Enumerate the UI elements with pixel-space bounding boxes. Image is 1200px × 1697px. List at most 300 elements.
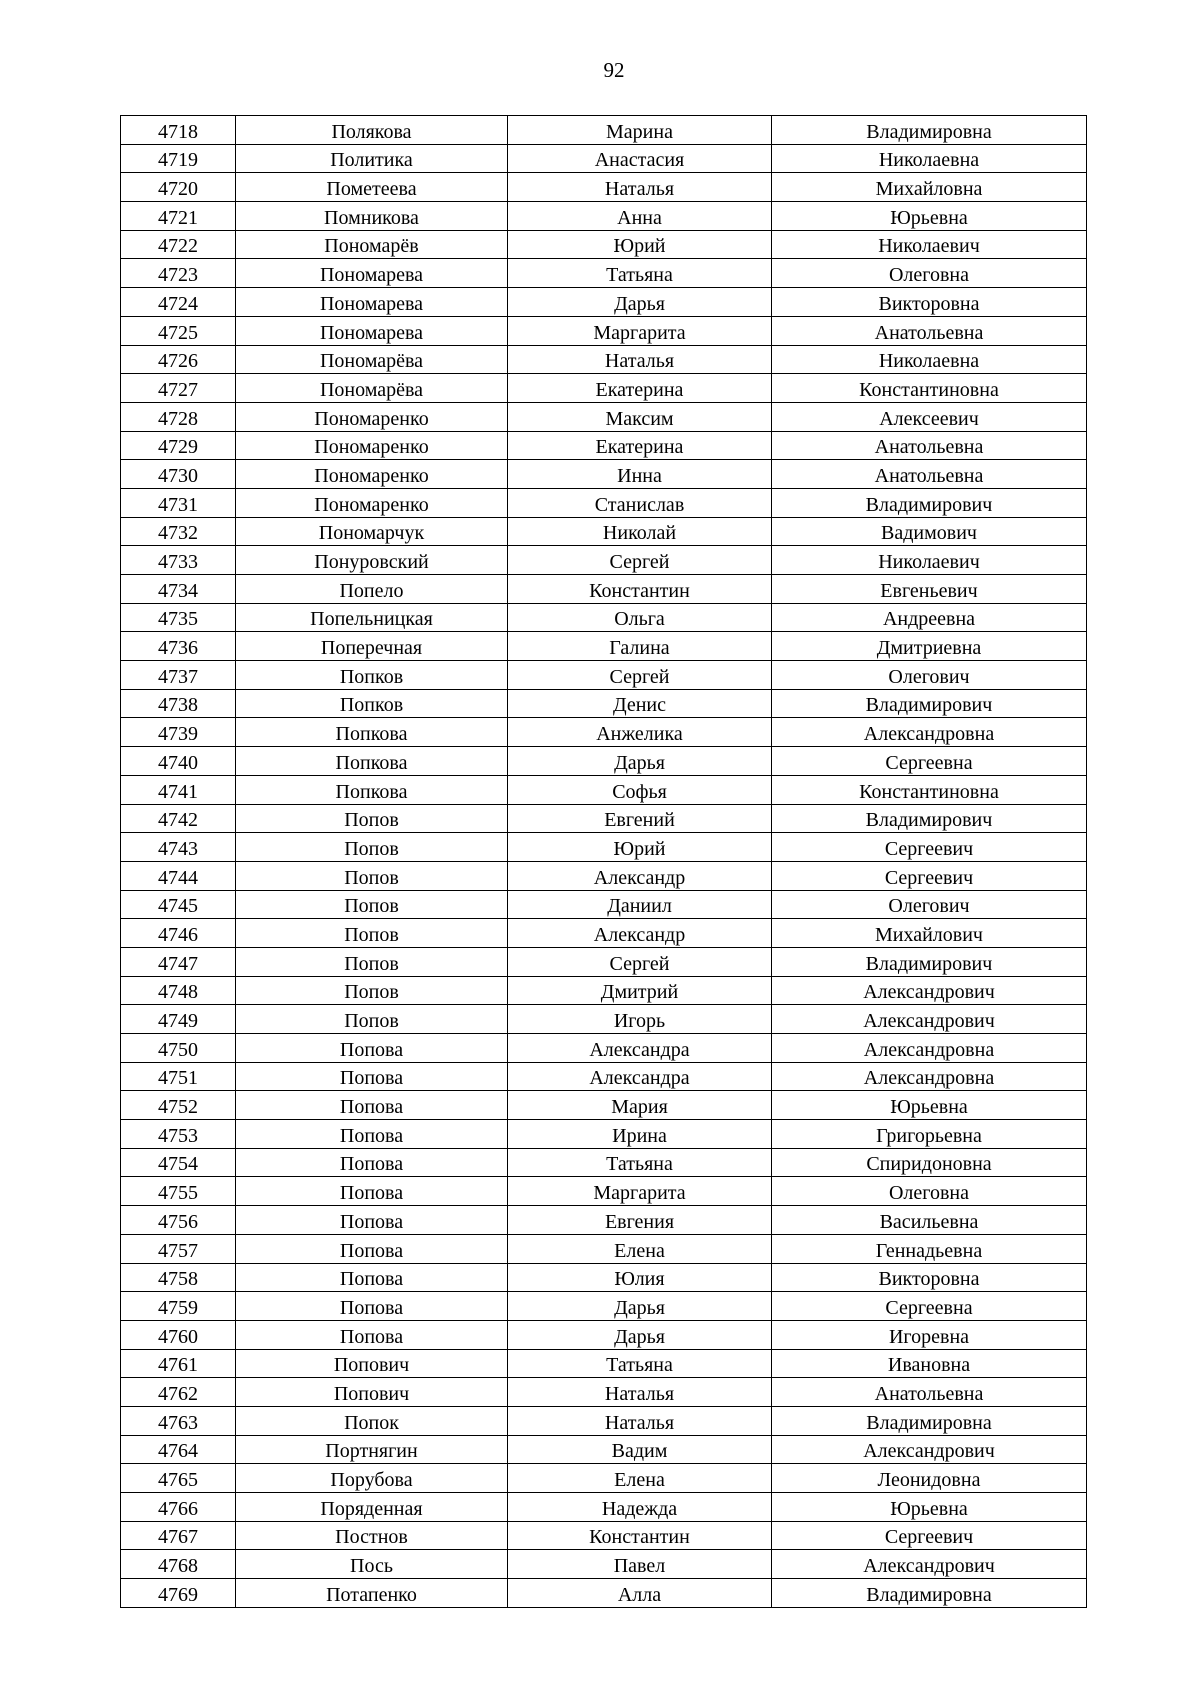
last-name-text: Пономарёв	[324, 235, 419, 258]
first-name-cell	[508, 1091, 772, 1120]
patronymic-text: Владимировна	[866, 120, 992, 143]
record-number-text: 4718	[158, 120, 198, 143]
table-row	[121, 575, 1087, 604]
patronymic-cell	[772, 1263, 1087, 1292]
table-row	[121, 402, 1087, 431]
first-name-text: Наталья	[604, 1411, 675, 1434]
record-number-cell	[121, 661, 236, 690]
record-number-text: 4735	[158, 608, 198, 631]
record-number-cell	[121, 1406, 236, 1435]
record-number-cell	[121, 976, 236, 1005]
last-name-text: Попова	[339, 1067, 404, 1090]
table-row	[121, 460, 1087, 489]
first-name-text: Александра	[589, 1038, 690, 1061]
record-number-text: 4765	[158, 1469, 198, 1491]
first-name-text: Юлия	[614, 1268, 665, 1291]
first-name-text: Николай	[602, 522, 677, 545]
patronymic-cell	[772, 775, 1087, 804]
patronymic-cell	[772, 460, 1087, 489]
last-name-cell	[236, 546, 508, 575]
first-name-cell	[508, 1378, 772, 1407]
record-number-cell	[121, 1550, 236, 1579]
patronymic-cell	[772, 718, 1087, 747]
patronymic-text: Сергеевич	[884, 866, 974, 889]
patronymic-cell	[772, 661, 1087, 690]
table-row	[121, 632, 1087, 661]
record-number-cell	[121, 632, 236, 661]
last-name-text: Попело	[339, 579, 404, 602]
first-name-cell	[508, 1234, 772, 1263]
last-name-text: Попов	[344, 981, 399, 1004]
first-name-cell	[508, 431, 772, 460]
table-row	[121, 1349, 1087, 1378]
table-row	[121, 1206, 1087, 1235]
patronymic-text: Александрович	[863, 1440, 995, 1463]
record-number-text: 4757	[158, 1239, 198, 1262]
table-row	[121, 1091, 1087, 1120]
patronymic-cell	[772, 345, 1087, 374]
first-name-cell	[508, 890, 772, 919]
last-name-cell	[236, 316, 508, 345]
patronymic-text: Сергеевна	[885, 751, 973, 774]
patronymic-cell	[772, 603, 1087, 632]
first-name-cell	[508, 747, 772, 776]
table-row	[121, 144, 1087, 173]
first-name-text: Елена	[614, 1469, 665, 1491]
record-number-cell	[121, 689, 236, 718]
last-name-cell	[236, 1349, 508, 1378]
last-name-cell	[236, 1378, 508, 1407]
last-name-text: Попов	[344, 866, 399, 889]
first-name-text: Павел	[613, 1555, 666, 1578]
record-number-cell	[121, 947, 236, 976]
patronymic-cell	[772, 144, 1087, 173]
last-name-cell	[236, 947, 508, 976]
patronymic-text: Геннадьевна	[875, 1239, 983, 1262]
last-name-text: Попова	[339, 1153, 404, 1176]
record-number-cell	[121, 1234, 236, 1263]
first-name-text: Юрий	[613, 837, 666, 860]
table-row	[121, 1062, 1087, 1091]
table-row	[121, 661, 1087, 690]
first-name-text: Марина	[606, 120, 673, 143]
record-number-text: 4756	[158, 1210, 198, 1233]
last-name-cell	[236, 1579, 508, 1608]
last-name-text: Попкова	[335, 780, 408, 803]
last-name-text: Пономарёва	[319, 378, 424, 401]
record-number-text: 4749	[158, 1010, 198, 1032]
last-name-cell	[236, 1062, 508, 1091]
patronymic-text: Юрьевна	[890, 206, 968, 229]
first-name-text: Дмитрий	[600, 981, 679, 1004]
record-number-text: 4725	[158, 321, 198, 344]
last-name-cell	[236, 689, 508, 718]
last-name-cell	[236, 804, 508, 833]
patronymic-cell	[772, 488, 1087, 517]
table-row	[121, 488, 1087, 517]
record-number-text: 4745	[158, 895, 198, 918]
record-number-text: 4736	[158, 637, 198, 660]
patronymic-cell	[772, 259, 1087, 288]
last-name-text: Понуровский	[314, 551, 429, 573]
last-name-text: Пономарёва	[319, 350, 424, 373]
patronymic-cell	[772, 1120, 1087, 1149]
record-number-cell	[121, 861, 236, 890]
patronymic-text: Юрьевна	[890, 1497, 968, 1520]
last-name-text: Попков	[339, 694, 404, 717]
last-name-text: Попельницкая	[310, 608, 433, 631]
last-name-cell	[236, 230, 508, 259]
record-number-text: 4723	[158, 264, 198, 287]
last-name-cell	[236, 1091, 508, 1120]
patronymic-cell	[772, 689, 1087, 718]
patronymic-cell	[772, 202, 1087, 231]
first-name-text: Дарья	[614, 1325, 665, 1348]
record-number-text: 4739	[158, 723, 198, 746]
first-name-cell	[508, 804, 772, 833]
patronymic-cell	[772, 116, 1087, 145]
table-row	[121, 1177, 1087, 1206]
patronymic-text: Анатольевна	[874, 321, 984, 344]
patronymic-cell	[772, 1464, 1087, 1493]
patronymic-cell	[772, 1177, 1087, 1206]
record-number-text: 4741	[158, 780, 198, 803]
record-number-cell	[121, 173, 236, 202]
patronymic-cell	[772, 374, 1087, 403]
patronymic-text: Михайловна	[875, 178, 983, 201]
record-number-text: 4746	[158, 923, 198, 946]
patronymic-text: Олеговна	[888, 264, 970, 287]
first-name-text: Константин	[589, 1526, 690, 1549]
last-name-cell	[236, 488, 508, 517]
record-number-text: 4740	[158, 751, 198, 774]
last-name-text: Попов	[344, 1010, 399, 1032]
last-name-text: Попович	[333, 1382, 410, 1405]
table-row	[121, 202, 1087, 231]
last-name-cell	[236, 116, 508, 145]
first-name-cell	[508, 833, 772, 862]
patronymic-text: Анатольевна	[874, 464, 984, 487]
patronymic-text: Владимирович	[865, 952, 993, 975]
last-name-cell	[236, 288, 508, 317]
table-row	[121, 1148, 1087, 1177]
first-name-cell	[508, 374, 772, 403]
record-number-text: 4738	[158, 694, 198, 717]
patronymic-text: Владимировна	[866, 1583, 992, 1606]
patronymic-text: Олеговна	[888, 1182, 970, 1205]
record-number-cell	[121, 1435, 236, 1464]
record-number-text: 4721	[158, 206, 198, 229]
last-name-cell	[236, 1521, 508, 1550]
patronymic-text: Сергеевич	[884, 1526, 974, 1549]
patronymic-cell	[772, 1234, 1087, 1263]
first-name-text: Дарья	[614, 292, 665, 315]
table-row	[121, 689, 1087, 718]
last-name-text: Попова	[339, 1210, 404, 1233]
last-name-text: Пономаренко	[314, 493, 429, 516]
first-name-text: Юрий	[613, 235, 666, 258]
patronymic-text: Александрович	[863, 1555, 995, 1578]
table-row	[121, 345, 1087, 374]
first-name-text: Максим	[605, 407, 674, 430]
first-name-cell	[508, 345, 772, 374]
first-name-cell	[508, 1062, 772, 1091]
record-number-text: 4768	[158, 1555, 198, 1578]
record-number-text: 4758	[158, 1268, 198, 1291]
patronymic-text: Константиновна	[859, 378, 999, 401]
first-name-text: Александра	[589, 1067, 690, 1090]
record-number-text: 4719	[158, 149, 198, 172]
record-number-cell	[121, 833, 236, 862]
record-number-text: 4759	[158, 1296, 198, 1319]
first-name-cell	[508, 1206, 772, 1235]
last-name-text: Пономарева	[319, 321, 424, 344]
last-name-text: Пономаренко	[314, 464, 429, 487]
first-name-text: Маргарита	[593, 321, 686, 344]
record-number-cell	[121, 546, 236, 575]
last-name-text: Полякова	[331, 120, 412, 143]
patronymic-cell	[772, 402, 1087, 431]
patronymic-cell	[772, 1378, 1087, 1407]
record-number-cell	[121, 1206, 236, 1235]
record-number-cell	[121, 919, 236, 948]
table-row	[121, 230, 1087, 259]
record-number-cell	[121, 1378, 236, 1407]
last-name-cell	[236, 144, 508, 173]
last-name-text: Постнов	[335, 1526, 408, 1549]
patronymic-text: Васильевна	[879, 1210, 979, 1233]
patronymic-cell	[772, 1320, 1087, 1349]
last-name-text: Порубова	[330, 1469, 413, 1491]
last-name-text: Попова	[339, 1325, 404, 1348]
first-name-cell	[508, 603, 772, 632]
patronymic-cell	[772, 804, 1087, 833]
last-name-cell	[236, 1034, 508, 1063]
record-number-text: 4737	[158, 665, 198, 688]
record-number-text: 4744	[158, 866, 198, 889]
last-name-text: Попкова	[335, 723, 408, 746]
last-name-cell	[236, 1406, 508, 1435]
first-name-cell	[508, 488, 772, 517]
table-row	[121, 173, 1087, 202]
patronymic-cell	[772, 1579, 1087, 1608]
first-name-text: Екатерина	[595, 436, 684, 459]
first-name-cell	[508, 1435, 772, 1464]
last-name-text: Помникова	[324, 206, 419, 229]
first-name-cell	[508, 144, 772, 173]
record-number-cell	[121, 1148, 236, 1177]
last-name-cell	[236, 460, 508, 489]
table-row	[121, 890, 1087, 919]
table-row	[121, 976, 1087, 1005]
patronymic-cell	[772, 1091, 1087, 1120]
patronymic-cell	[772, 1435, 1087, 1464]
first-name-text: Даниил	[607, 895, 672, 918]
patronymic-text: Александрович	[863, 981, 995, 1004]
patronymic-text: Николаевич	[878, 551, 980, 573]
record-number-text: 4764	[158, 1440, 198, 1463]
last-name-cell	[236, 259, 508, 288]
table-row	[121, 833, 1087, 862]
table-row	[121, 1579, 1087, 1608]
record-number-cell	[121, 1177, 236, 1206]
patronymic-text: Сергеевич	[884, 837, 974, 860]
last-name-cell	[236, 1206, 508, 1235]
last-name-cell	[236, 1435, 508, 1464]
first-name-cell	[508, 775, 772, 804]
last-name-cell	[236, 976, 508, 1005]
record-number-text: 4742	[158, 809, 198, 832]
first-name-cell	[508, 460, 772, 489]
record-number-cell	[121, 1034, 236, 1063]
record-number-cell	[121, 575, 236, 604]
table-row	[121, 1406, 1087, 1435]
patronymic-text: Игоревна	[888, 1325, 970, 1348]
last-name-cell	[236, 173, 508, 202]
last-name-cell	[236, 603, 508, 632]
last-name-text: Попов	[344, 837, 399, 860]
last-name-cell	[236, 1005, 508, 1034]
record-number-text: 4728	[158, 407, 198, 430]
record-number-cell	[121, 316, 236, 345]
first-name-text: Анна	[617, 206, 662, 229]
table-row	[121, 1550, 1087, 1579]
record-number-text: 4760	[158, 1325, 198, 1348]
table-row	[121, 431, 1087, 460]
last-name-cell	[236, 517, 508, 546]
first-name-text: Дарья	[614, 751, 665, 774]
patronymic-cell	[772, 861, 1087, 890]
patronymic-text: Юрьевна	[890, 1096, 968, 1119]
patronymic-text: Андреевна	[882, 608, 976, 631]
first-name-cell	[508, 718, 772, 747]
record-number-text: 4747	[158, 952, 198, 975]
record-number-text: 4722	[158, 235, 198, 258]
first-name-text: Денис	[612, 694, 667, 717]
record-number-cell	[121, 804, 236, 833]
last-name-text: Пономаренко	[314, 436, 429, 459]
table-row	[121, 517, 1087, 546]
first-name-cell	[508, 661, 772, 690]
last-name-cell	[236, 747, 508, 776]
first-name-cell	[508, 1292, 772, 1321]
patronymic-text: Дмитриевна	[876, 637, 982, 660]
first-name-text: Наталья	[604, 178, 675, 201]
patronymic-cell	[772, 575, 1087, 604]
last-name-cell	[236, 575, 508, 604]
record-number-text: 4748	[158, 981, 198, 1004]
first-name-cell	[508, 202, 772, 231]
record-number-cell	[121, 1349, 236, 1378]
record-number-cell	[121, 1493, 236, 1522]
patronymic-text: Владимировна	[866, 1411, 992, 1434]
table-row	[121, 546, 1087, 575]
patronymic-cell	[772, 1034, 1087, 1063]
first-name-text: Сергей	[609, 952, 670, 975]
last-name-text: Пометеева	[326, 178, 417, 201]
patronymic-cell	[772, 1062, 1087, 1091]
first-name-cell	[508, 1406, 772, 1435]
record-number-text: 4763	[158, 1411, 198, 1434]
record-number-text: 4767	[158, 1526, 198, 1549]
table-row	[121, 1234, 1087, 1263]
first-name-text: Надежда	[601, 1497, 678, 1520]
last-name-cell	[236, 718, 508, 747]
last-name-cell	[236, 833, 508, 862]
first-name-cell	[508, 689, 772, 718]
patronymic-cell	[772, 1406, 1087, 1435]
patronymic-text: Александровна	[863, 723, 995, 746]
record-number-text: 4743	[158, 837, 198, 860]
table-row	[121, 1292, 1087, 1321]
last-name-cell	[236, 1493, 508, 1522]
record-number-text: 4761	[158, 1354, 198, 1377]
first-name-text: Инна	[617, 464, 662, 487]
record-number-cell	[121, 1120, 236, 1149]
first-name-text: Татьяна	[606, 1354, 673, 1377]
record-number-text: 4755	[158, 1182, 198, 1205]
patronymic-text: Владимирович	[865, 809, 993, 832]
first-name-text: Мария	[611, 1096, 668, 1119]
first-name-cell	[508, 116, 772, 145]
patronymic-cell	[772, 517, 1087, 546]
record-number-cell	[121, 1005, 236, 1034]
record-number-text: 4754	[158, 1153, 198, 1176]
last-name-text: Поперечная	[320, 637, 423, 660]
last-name-cell	[236, 1464, 508, 1493]
patronymic-cell	[772, 316, 1087, 345]
record-number-cell	[121, 1579, 236, 1608]
table-row	[121, 288, 1087, 317]
patronymic-cell	[772, 632, 1087, 661]
first-name-text: Ирина	[612, 1124, 667, 1147]
first-name-cell	[508, 1493, 772, 1522]
last-name-text: Попова	[339, 1268, 404, 1291]
record-number-cell	[121, 431, 236, 460]
patronymic-text: Николаевич	[878, 235, 980, 258]
record-number-text: 4729	[158, 436, 198, 459]
table-row	[121, 947, 1087, 976]
table-row	[121, 919, 1087, 948]
last-name-cell	[236, 632, 508, 661]
patronymic-cell	[772, 1521, 1087, 1550]
record-number-cell	[121, 259, 236, 288]
table-row	[121, 1034, 1087, 1063]
patronymic-text: Анатольевна	[874, 1382, 984, 1405]
patronymic-cell	[772, 947, 1087, 976]
record-number-cell	[121, 1091, 236, 1120]
first-name-text: Александр	[593, 866, 686, 889]
last-name-cell	[236, 775, 508, 804]
record-number-cell	[121, 1062, 236, 1091]
first-name-cell	[508, 1550, 772, 1579]
patronymic-cell	[772, 976, 1087, 1005]
first-name-text: Алла	[617, 1583, 662, 1606]
record-number-text: 4750	[158, 1038, 198, 1061]
first-name-text: Анжелика	[596, 723, 683, 746]
patronymic-cell	[772, 919, 1087, 948]
patronymic-text: Викторовна	[878, 292, 980, 315]
first-name-cell	[508, 1579, 772, 1608]
patronymic-cell	[772, 1349, 1087, 1378]
last-name-text: Попова	[339, 1239, 404, 1262]
patronymic-text: Спиридоновна	[866, 1153, 992, 1176]
record-number-cell	[121, 775, 236, 804]
first-name-text: Евгений	[604, 809, 675, 832]
patronymic-text: Викторовна	[878, 1268, 980, 1291]
first-name-text: Маргарита	[593, 1182, 686, 1205]
patronymic-text: Сергеевна	[885, 1296, 973, 1319]
